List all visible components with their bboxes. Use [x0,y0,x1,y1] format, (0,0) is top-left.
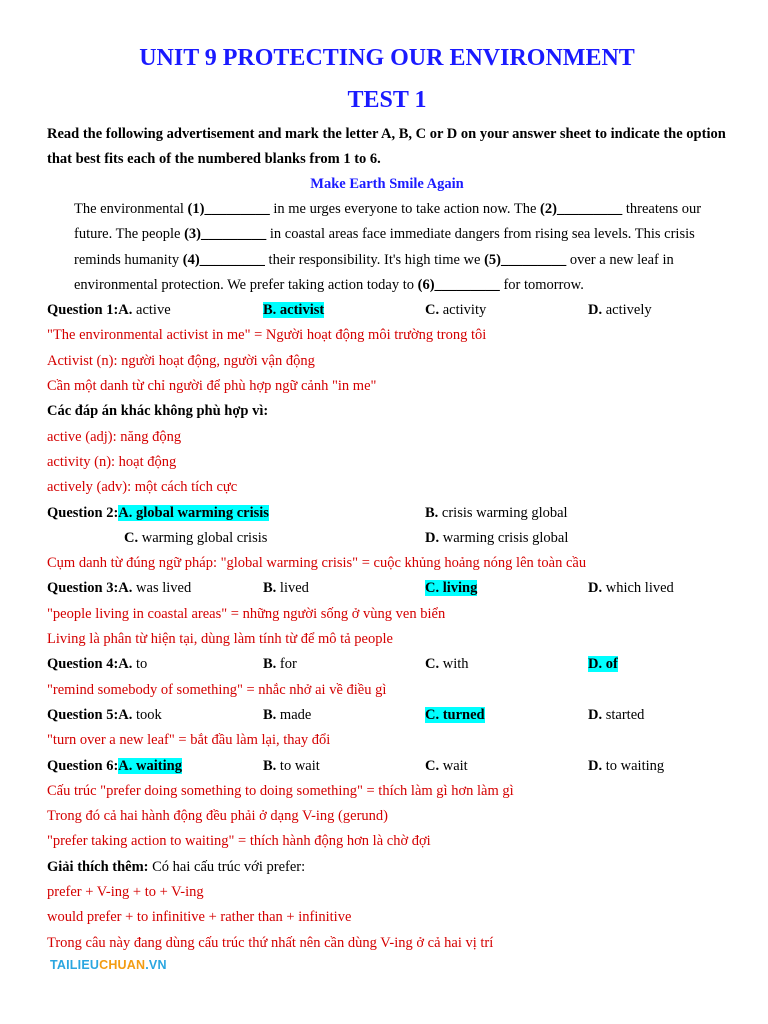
q4-option-b: for [276,656,297,673]
q5-explanation-1: "turn over a new leaf" = bắt đầu làm lại, thay đổi [47,732,331,749]
q2-option-a-answer: A. global warming crisis [118,504,269,521]
q2-label: Question 2: [47,504,119,521]
passage-segment: in coastal areas face immediate dangers from rising sea levels. This crisis reminds humanity [74,226,695,268]
q3-option-a: was lived [132,580,192,597]
q1-other-label: Các đáp án khác không phù hợp vì: [47,403,269,420]
passage-segment: over a new leaf in environmental protection. We prefer taking action today to [74,251,674,293]
test-title: TEST 1 [347,87,427,113]
passage-blank: (5)_________ [484,251,567,268]
q5-option-b: made [276,706,312,723]
q4-option-d-answer: D. of [588,656,618,673]
q5-option-a: took [132,706,162,723]
passage-segment: their responsibility. It's high time we [264,251,485,268]
q1-other-3: actively (adv): một cách tích cực [47,479,238,496]
passage-blank: (3)_________ [184,226,267,243]
q3-label: Question 3: [47,580,119,597]
q6-option-c: wait [439,757,468,774]
q4-option-c: with [439,656,469,673]
question-3: Question 3:A. was lived B. lived C. living D. which lived [47,580,674,597]
passage-blank: (2)_________ [540,201,623,217]
q1-other-2: activity (n): hoạt động [47,453,177,470]
q3-option-b: lived [276,580,309,597]
q1-explanation-1: "The environmental activist in me" = Người hoạt động môi trường trong tôi [47,327,487,344]
question-1: Question 1:A. active B. activist C. activity D. actively [47,302,652,319]
q3-explanation-1: "people living in coastal areas" = những người sống ở vùng ven biển [47,605,446,622]
q1-other-1: active (adj): năng động [47,428,182,445]
passage-segment: The environmental [74,201,188,217]
q6-option-b: to wait [276,757,320,774]
q4-explanation-1: "remind somebody of something" = nhắc nhở ai về điều gì [47,681,387,698]
passage [47,197,727,298]
q1-label: Question 1: [47,302,119,319]
q3-option-d: which lived [602,580,674,597]
passage-blank: (6)_________ [417,276,500,293]
q2-option-c: warming global crisis [138,529,268,546]
question-4: Question 4:A. to B. for C. with D. of [47,656,618,673]
q5-label: Question 5: [47,706,119,723]
q6-explanation-2: Trong đó cả hai hành động đều phải ở dạng V-ing (gerund) [47,808,388,825]
q4-label: Question 4: [47,656,119,673]
q1-option-b-answer: B. activist [263,302,325,319]
site-logo: TAILIEUCHUAN.VN [50,958,167,972]
passage-blank: (4)_________ [182,251,265,268]
question-5: Question 5:A. took B. made C. turned D. started [47,706,645,723]
q1-option-a: active [132,302,171,319]
passage-title: Make Earth Smile Again [310,176,464,192]
q3-explanation-2: Living là phân từ hiện tại, dùng làm tính từ để mô tả people [47,631,393,648]
q4-option-a: to [132,656,148,673]
passage-blank: (1)_________ [187,201,270,217]
q1-explanation-3: Cần một danh từ chỉ người để phù hợp ngữ cảnh "in me" [47,378,377,395]
extra-line-3: Trong câu này đang dùng cấu trúc thứ nhất nên cần dùng V-ing ở cả hai vị trí [47,934,494,951]
q2-option-b: crisis warming global [438,504,568,521]
q2-option-d: warming crisis global [439,529,569,546]
q6-option-d: to waiting [602,757,665,774]
q3-option-c-answer: C. living [425,580,478,597]
q6-explanation-3: "prefer taking action to waiting" = thích hành động hơn là chờ đợi [47,833,431,850]
q1-explanation-2: Activist (n): người hoạt động, người vận động [47,352,315,369]
extra-line-2: would prefer + to infinitive + rather than + infinitive [47,909,352,926]
extra-line-1: prefer + V-ing + to + V-ing [47,884,204,901]
document-page [47,40,727,956]
q5-option-d: started [602,706,645,723]
passage-text [74,201,701,293]
passage-segment: threatens our future. The people [74,201,702,243]
q5-option-c-answer: C. turned [425,706,485,723]
q6-explanation-1: Cấu trúc "prefer doing something to doing something" = thích làm gì hơn làm gì [47,782,514,799]
unit-title: UNIT 9 PROTECTING OUR ENVIRONMENT [139,45,635,71]
passage-segment: for tomorrow. [499,276,584,293]
question-2: Question 2:A. global warming crisis B. crisis warming global [47,504,568,521]
q2-explanation-1: Cụm danh từ đúng ngữ pháp: "global warming crisis" = cuộc khủng hoảng nóng lên toàn cầu [47,555,587,572]
question-6: Question 6:A. waiting B. to wait C. wait D. to waiting [47,757,665,774]
passage-segment: in me urges everyone to take action now. The [269,201,541,217]
q1-option-c: activity [439,302,487,319]
extra-explanation: Giải thích thêm: Có hai cấu trúc với prefer: [47,858,306,875]
q6-option-a-answer: A. waiting [118,757,182,774]
question-2-row-2: C. warming global crisis D. warming crisis global [124,529,569,546]
q1-option-d: actively [602,302,652,319]
instruction-text: Read the following advertisement and mark the letter A, B, C or D on your answer sheet to indicate the option that best fits each of the numbered blanks from 1 to 6. [47,126,726,167]
q6-label: Question 6: [47,757,119,774]
